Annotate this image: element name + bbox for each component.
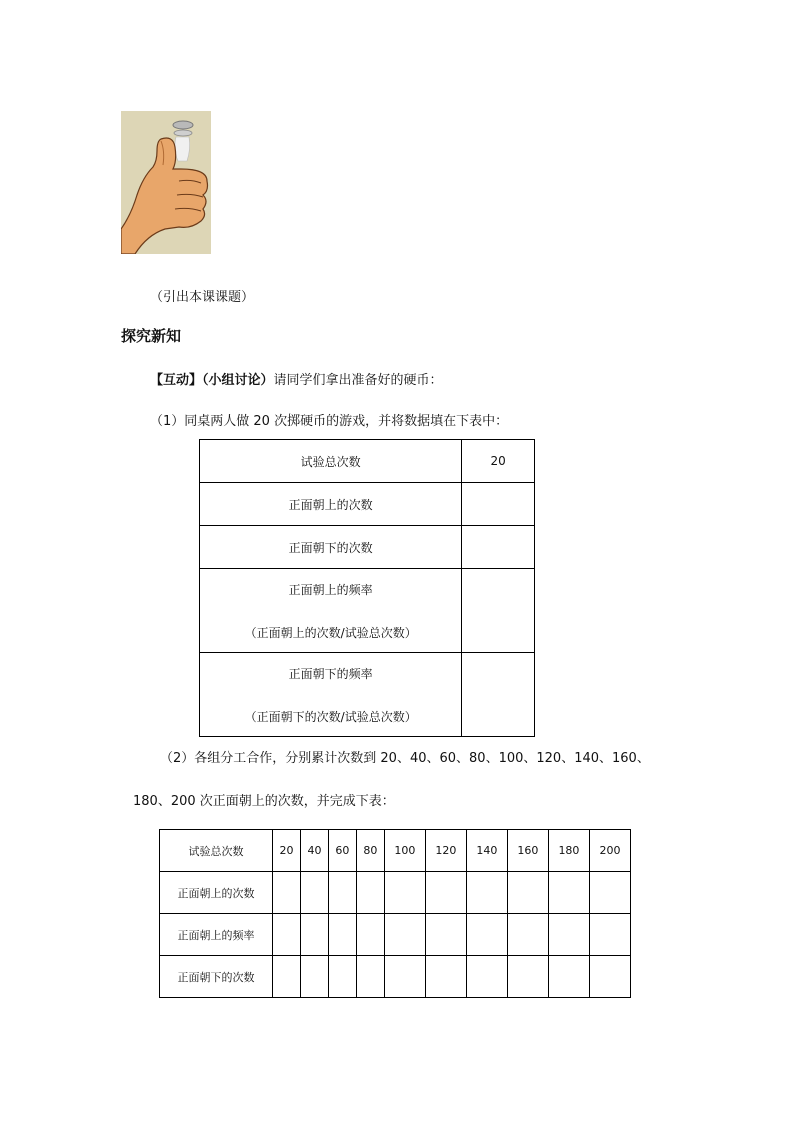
- table-cell: [300, 872, 328, 914]
- table-row: [160, 956, 631, 998]
- table-row: [160, 872, 631, 914]
- table-cell: [466, 914, 507, 956]
- table-cell: [548, 872, 589, 914]
- table-cell: [507, 956, 548, 998]
- table-cell: [356, 956, 384, 998]
- interaction-group: （小组讨论）: [202, 373, 274, 388]
- table-cell: [328, 872, 356, 914]
- column-header: 80: [356, 830, 384, 872]
- table-header-row: [160, 830, 631, 872]
- row-label: 正面朝下的次数: [200, 526, 462, 569]
- table-row: [200, 569, 535, 653]
- step2-instruction-line1: （2）各组分工合作，分别累计次数到 20、40、60、80、100、120、140、160、: [160, 751, 650, 766]
- table-cell: [300, 914, 328, 956]
- section-title: 探究新知: [121, 327, 182, 345]
- step1-instruction: （1）同桌两人做 20 次掷硬币的游戏，并将数据填在下表中：: [150, 414, 509, 429]
- column-header: 200: [589, 830, 630, 872]
- thumb-flipping-coin-icon: [121, 111, 211, 254]
- row-label: 正面朝上的次数: [200, 483, 462, 526]
- table-cell: [273, 872, 301, 914]
- table-cell: [507, 914, 548, 956]
- column-header: 140: [466, 830, 507, 872]
- table-cell: [466, 956, 507, 998]
- table-cell: [300, 956, 328, 998]
- interaction-tag: 【互动】: [150, 373, 203, 388]
- row-value: [462, 653, 535, 737]
- table-cell: [384, 872, 425, 914]
- table-cell: [273, 956, 301, 998]
- table-cell: [328, 914, 356, 956]
- interaction-text: 请同学们拿出准备好的硬币：: [273, 373, 443, 388]
- table-row: [200, 483, 535, 526]
- table-cell: [384, 956, 425, 998]
- table-cell: [589, 872, 630, 914]
- column-header: 20: [273, 830, 301, 872]
- table-cell: [589, 914, 630, 956]
- table-cell: [589, 956, 630, 998]
- coin-toss-cumulative-table: [159, 829, 631, 998]
- interaction-line: [150, 369, 443, 388]
- row-label: 正面朝下的次数: [160, 956, 273, 998]
- table-cell: [425, 872, 466, 914]
- row-value: [462, 483, 535, 526]
- row-label-line2: （正面朝下的次数/试验总次数）: [244, 709, 417, 724]
- row-label: [200, 653, 462, 737]
- table-cell: [507, 872, 548, 914]
- column-header: 120: [425, 830, 466, 872]
- row-label: 正面朝上的频率: [160, 914, 273, 956]
- column-header: 60: [328, 830, 356, 872]
- row-value: [462, 526, 535, 569]
- table-cell: [425, 956, 466, 998]
- row-label-line2: （正面朝上的次数/试验总次数）: [244, 625, 417, 640]
- table-row: [200, 653, 535, 737]
- table-cell: [548, 956, 589, 998]
- row-label: 正面朝上的次数: [160, 872, 273, 914]
- row-label: [200, 569, 462, 653]
- table-cell: [425, 914, 466, 956]
- row-label-line1: 正面朝下的频率: [288, 666, 373, 681]
- header-label: 试验总次数: [160, 830, 273, 872]
- row-value: 20: [462, 440, 535, 483]
- step2-instruction-line2: 180、200 次正面朝上的次数，并完成下表：: [133, 794, 395, 809]
- column-header: 100: [384, 830, 425, 872]
- table-cell: [328, 956, 356, 998]
- column-header: 180: [548, 830, 589, 872]
- table-row: [200, 526, 535, 569]
- table-cell: [384, 914, 425, 956]
- table-row: [200, 440, 535, 483]
- coin-toss-table-20: [199, 439, 535, 737]
- table-cell: [548, 914, 589, 956]
- intro-note: （引出本课课题）: [150, 290, 255, 305]
- column-header: 160: [507, 830, 548, 872]
- table-cell: [356, 872, 384, 914]
- row-value: [462, 569, 535, 653]
- coin-flip-illustration: [121, 111, 211, 254]
- table-cell: [466, 872, 507, 914]
- row-label-line1: 正面朝上的频率: [288, 582, 373, 597]
- table-row: [160, 914, 631, 956]
- table-cell: [356, 914, 384, 956]
- row-label: 试验总次数: [200, 440, 462, 483]
- table-cell: [273, 914, 301, 956]
- column-header: 40: [300, 830, 328, 872]
